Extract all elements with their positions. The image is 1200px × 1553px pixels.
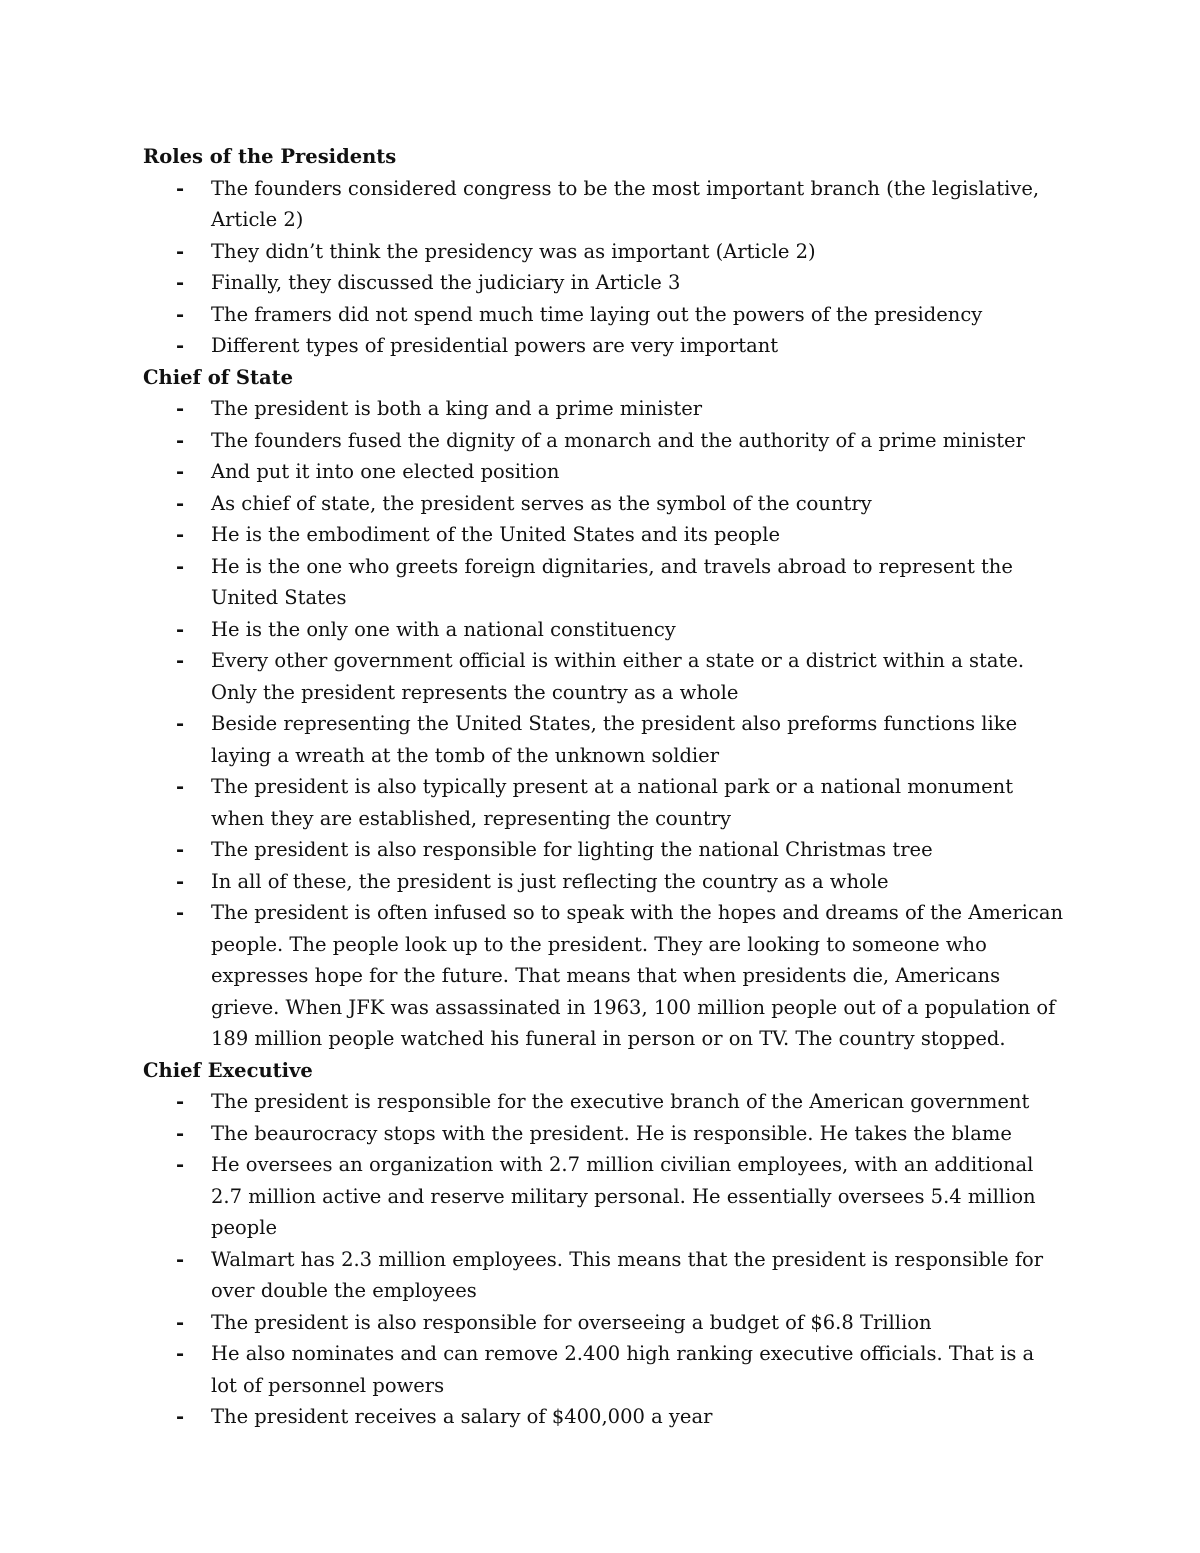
list-item <box>143 1244 1063 1307</box>
section-heading: Chief of State <box>143 365 294 389</box>
bullet-list <box>143 173 1063 362</box>
dash-bullet-icon: - <box>176 712 185 735</box>
dash-bullet-icon: - <box>176 554 185 578</box>
section-heading: Chief Executive <box>143 1058 313 1082</box>
list-item-text: As chief of state, the president serves as the symbol of the country <box>211 491 872 515</box>
dash-bullet-icon: - <box>176 1121 185 1145</box>
list-item-text: The president is also responsible for lighting the national Christmas tree <box>211 838 933 861</box>
dash-bullet-icon: - <box>176 775 185 798</box>
dash-bullet-icon: - <box>176 649 185 672</box>
dash-bullet-icon: - <box>176 901 185 924</box>
list-item-text: They didn’t think the presidency was as important (Article 2) <box>211 239 816 263</box>
section-heading: Roles of the Presidents <box>143 145 397 168</box>
bullet-list <box>143 393 1063 1055</box>
list-item <box>143 236 1063 268</box>
list-item-text: And put it into one elected position <box>211 460 560 483</box>
list-item-text: He also nominates and can remove 2.400 high ranking executive officials. That is a lot of personnel powers <box>211 1342 1035 1397</box>
dash-bullet-icon: - <box>176 869 185 893</box>
document-body <box>143 141 1063 1433</box>
list-item <box>143 866 1063 898</box>
list-item-text: The president is often infused so to speak with the hopes and dreams of the American people. The people look up to the president. They are looking to someone who expresses hope for the future. That means that when presidents die, Americans grieve. When JFK was assassinated in 1963, 100 million people out of a population of 189 million people watched his funeral in person or on TV. The country stopped. <box>211 901 1064 1050</box>
list-item-text: He is the only one with a national constituency <box>211 617 676 641</box>
list-item-text: He is the embodiment of the United States and its people <box>211 523 781 546</box>
dash-bullet-icon: - <box>176 523 185 546</box>
list-item <box>143 519 1063 551</box>
list-item <box>143 645 1063 708</box>
list-item <box>143 456 1063 488</box>
dash-bullet-icon: - <box>176 1310 185 1334</box>
list-item <box>143 551 1063 614</box>
list-item <box>143 1118 1063 1150</box>
list-item-text: Walmart has 2.3 million employees. This means that the president is responsible for over double the employees <box>211 1247 1044 1302</box>
list-item-text: The beaurocracy stops with the president. He is responsible. He takes the blame <box>211 1121 1012 1145</box>
list-item-text: The president is also typically present at a national park or a national monument when they are established, representing the country <box>211 775 1014 830</box>
list-item-text: The framers did not spend much time laying out the powers of the presidency <box>211 302 983 326</box>
list-item-text: Beside representing the United States, the president also preforms functions like laying a wreath at the tomb of the unknown soldier <box>211 712 1018 767</box>
list-item <box>143 393 1063 425</box>
list-item <box>143 330 1063 362</box>
list-item <box>143 1307 1063 1339</box>
list-item <box>143 834 1063 866</box>
dash-bullet-icon: - <box>176 838 185 861</box>
dash-bullet-icon: - <box>176 334 185 357</box>
bullet-list <box>143 1086 1063 1433</box>
dash-bullet-icon: - <box>176 1342 185 1365</box>
dash-bullet-icon: - <box>176 1090 185 1113</box>
list-item <box>143 425 1063 457</box>
list-item <box>143 1338 1063 1401</box>
list-item-text: He oversees an organization with 2.7 million civilian employees, with an additional 2.7 million active and reserve military personal. He essentially oversees 5.4 million people <box>211 1153 1036 1239</box>
list-item-text: In all of these, the president is just reflecting the country as a whole <box>211 869 889 893</box>
list-item <box>143 1401 1063 1433</box>
dash-bullet-icon: - <box>176 271 185 294</box>
list-item <box>143 1149 1063 1244</box>
dash-bullet-icon: - <box>176 302 185 326</box>
list-item <box>143 771 1063 834</box>
dash-bullet-icon: - <box>176 617 185 641</box>
list-item <box>143 708 1063 771</box>
dash-bullet-icon: - <box>176 1405 185 1428</box>
dash-bullet-icon: - <box>176 397 185 420</box>
dash-bullet-icon: - <box>176 491 185 515</box>
list-item <box>143 173 1063 236</box>
list-item-text: The founders fused the dignity of a monarch and the authority of a prime minister <box>211 428 1025 452</box>
dash-bullet-icon: - <box>176 1247 185 1271</box>
dash-bullet-icon: - <box>176 428 185 452</box>
list-item-text: The president receives a salary of $400,000 a year <box>211 1405 713 1428</box>
list-item-text: Different types of presidential powers are very important <box>211 334 779 357</box>
list-item-text: He is the one who greets foreign dignitaries, and travels abroad to represent the United States <box>211 554 1013 609</box>
list-item <box>143 897 1063 1055</box>
list-item <box>143 614 1063 646</box>
list-item-text: The founders considered congress to be the most important branch (the legislative, Article 2) <box>211 176 1040 231</box>
dash-bullet-icon: - <box>176 1153 185 1176</box>
list-item-text: The president is also responsible for overseeing a budget of $6.8 Trillion <box>211 1310 932 1334</box>
dash-bullet-icon: - <box>176 176 185 200</box>
dash-bullet-icon: - <box>176 460 185 483</box>
list-item <box>143 488 1063 520</box>
list-item <box>143 299 1063 331</box>
list-item <box>143 1086 1063 1118</box>
list-item-text: Every other government official is within either a state or a district within a state. Only the president represents the country as a whole <box>211 649 1025 704</box>
list-item-text: The president is both a king and a prime minister <box>211 397 703 420</box>
list-item-text: The president is responsible for the executive branch of the American government <box>211 1090 1030 1113</box>
dash-bullet-icon: - <box>176 239 185 263</box>
list-item-text: Finally, they discussed the judiciary in Article 3 <box>211 271 681 294</box>
list-item <box>143 267 1063 299</box>
